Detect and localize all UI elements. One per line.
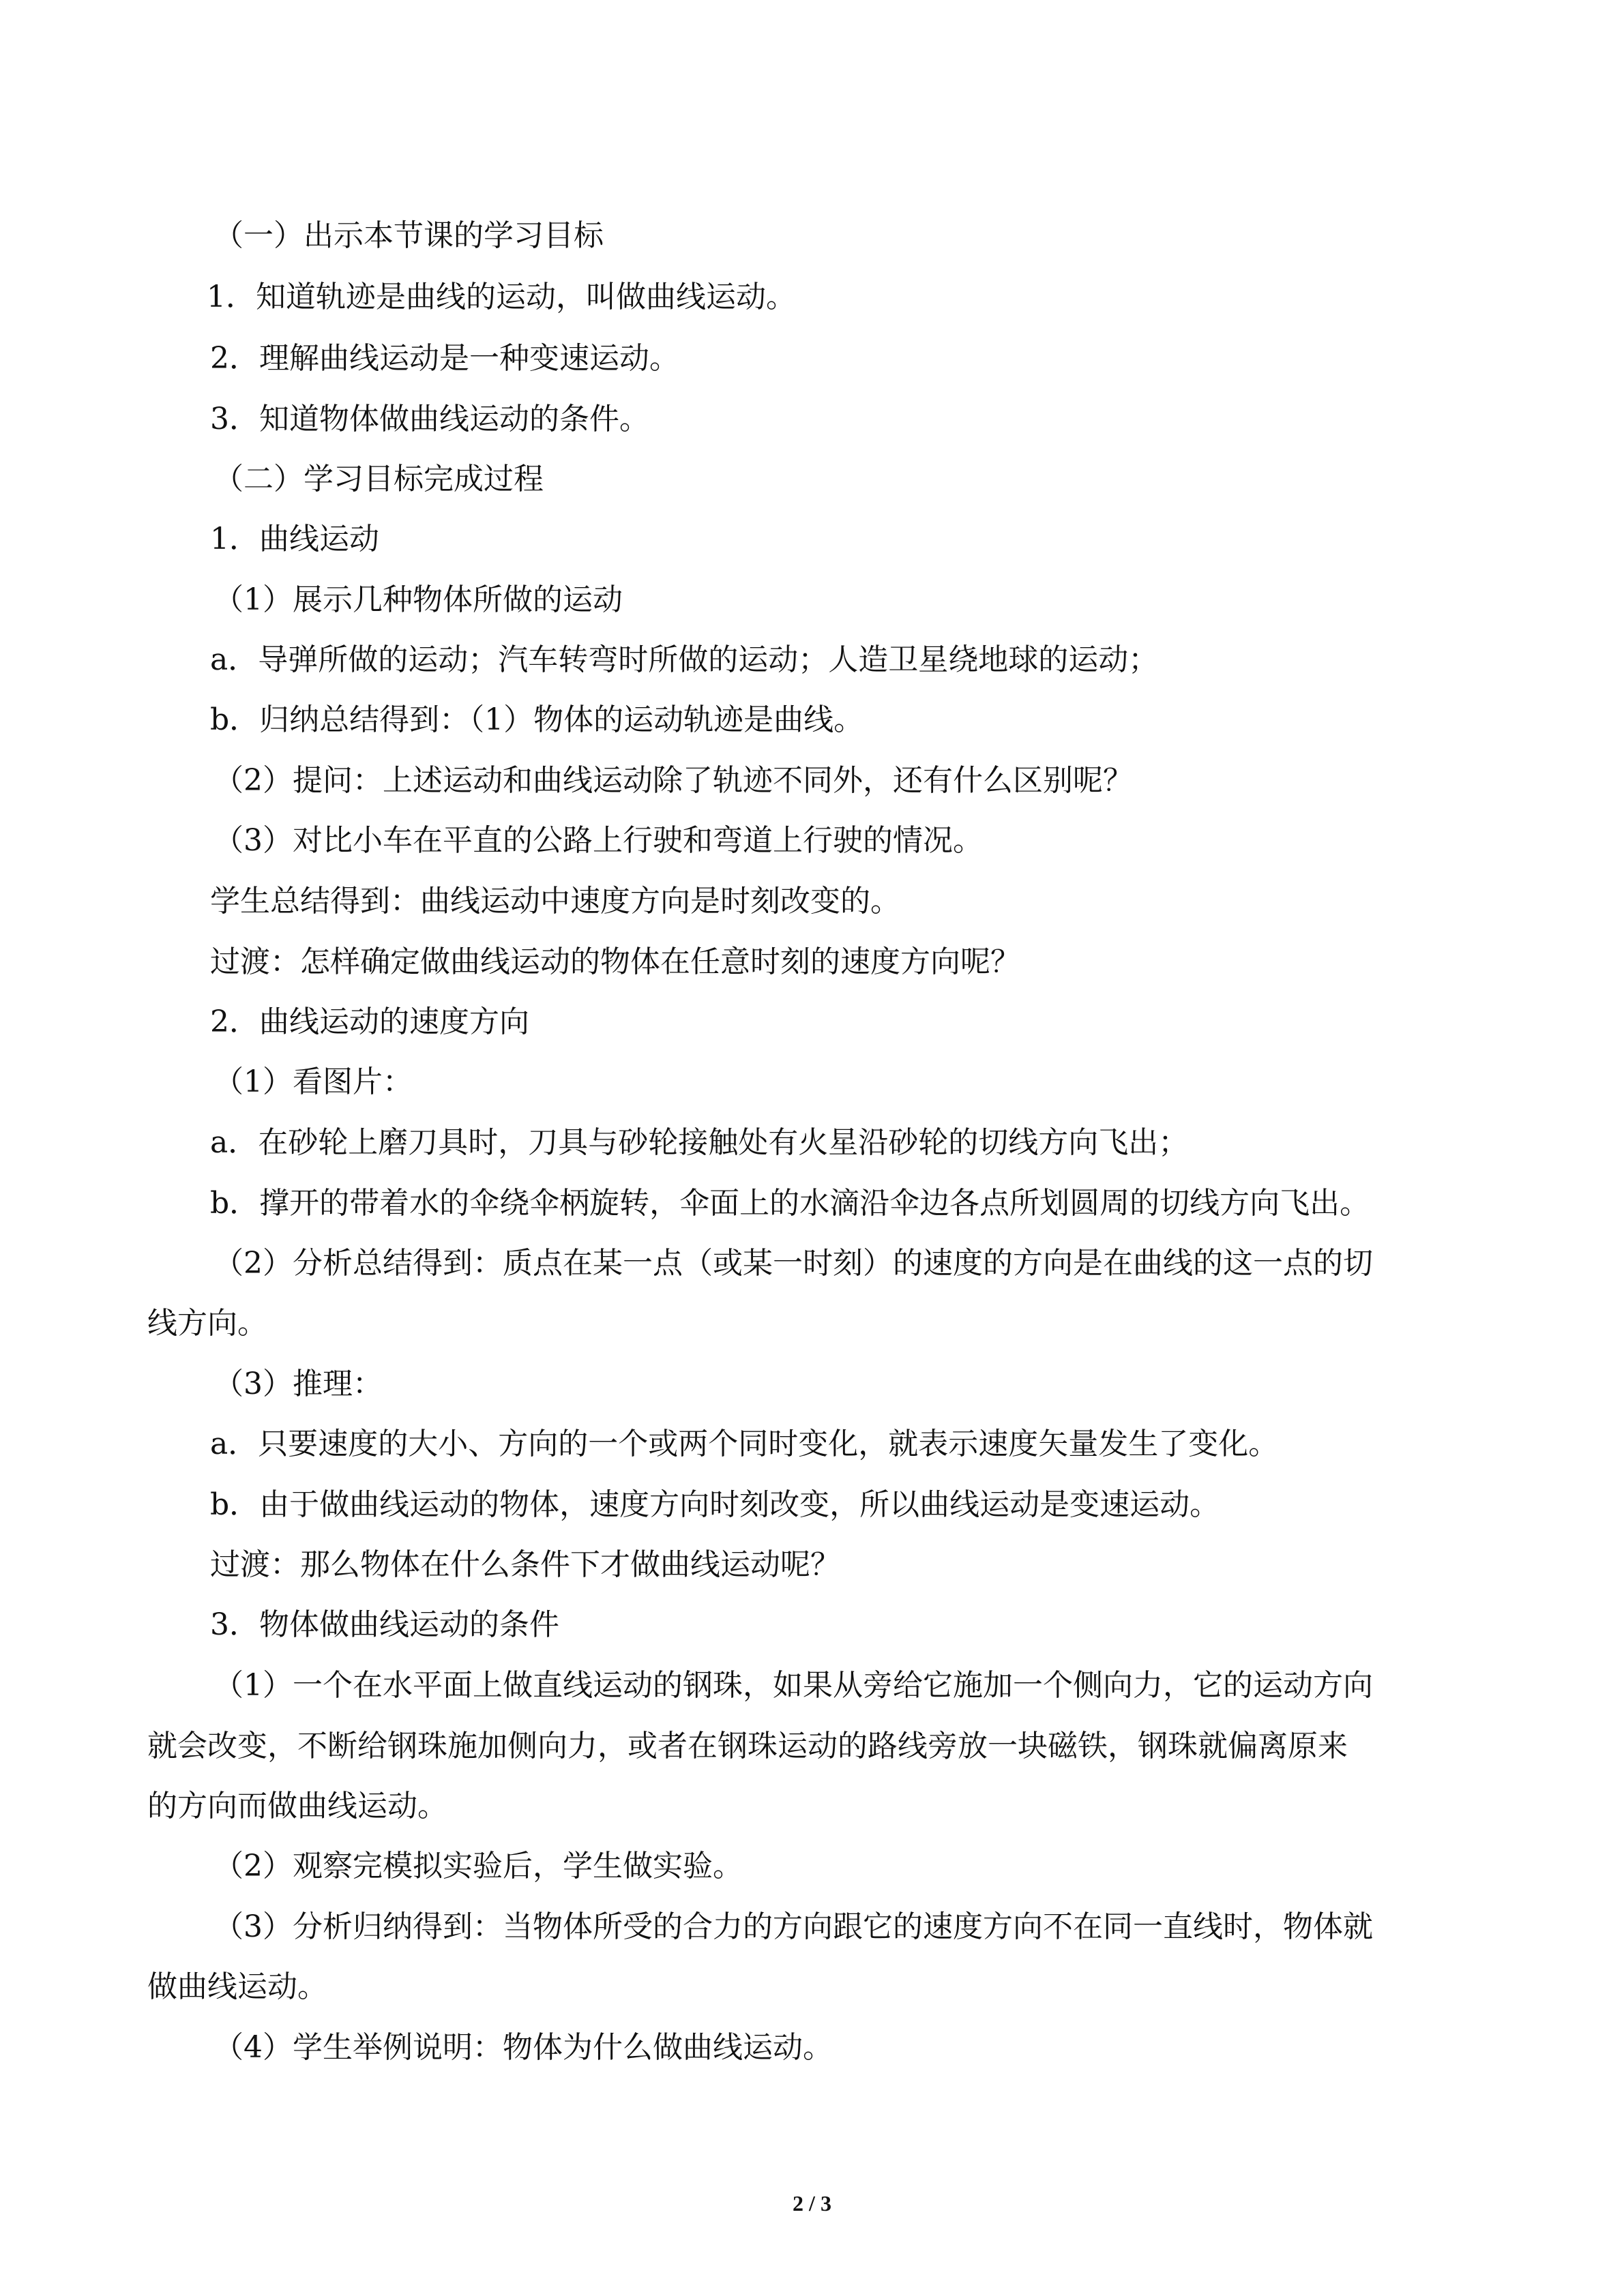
paragraph-line: 线方向。 bbox=[147, 1306, 267, 1341]
paragraph-line: b．撑开的带着水的伞绕伞柄旋转，伞面上的水滴沿伞边各点所划圆周的切线方向飞出。 bbox=[210, 1186, 1370, 1221]
paragraph-line: 2．曲线运动的速度方向 bbox=[210, 1004, 529, 1039]
paragraph-line: 过渡：那么物体在什么条件下才做曲线运动呢？ bbox=[210, 1547, 840, 1582]
paragraph-line: b．由于做曲线运动的物体，速度方向时刻改变，所以曲线运动是变速运动。 bbox=[210, 1487, 1220, 1522]
paragraph-line: 1．知道轨迹是曲线的运动，叫做曲线运动。 bbox=[207, 280, 796, 314]
paragraph-line: b．归纳总结得到：（1）物体的运动轨迹是曲线。 bbox=[210, 702, 864, 737]
section-heading: （一）出示本节课的学习目标 bbox=[213, 218, 604, 253]
paragraph-line: 过渡：怎样确定做曲线运动的物体在任意时刻的速度方向呢？ bbox=[210, 944, 1020, 979]
paragraph-line: （3）推理： bbox=[213, 1367, 383, 1401]
paragraph-line: a．只要速度的大小、方向的一个或两个同时变化，就表示速度矢量发生了变化。 bbox=[210, 1427, 1279, 1461]
paragraph-line: a．导弹所做的运动；汽车转弯时所做的运动；人造卫星绕地球的运动； bbox=[210, 642, 1159, 677]
paragraph-line: （3）对比小车在平直的公路上行驶和弯道上行驶的情况。 bbox=[213, 823, 983, 858]
paragraph-line: （1）展示几种物体所做的运动 bbox=[213, 582, 623, 617]
section-heading: （二）学习目标完成过程 bbox=[213, 462, 544, 496]
page-number: 2 / 3 bbox=[793, 2191, 831, 2216]
paragraph-line: 2．理解曲线运动是一种变速运动。 bbox=[210, 341, 679, 376]
paragraph-line: （4）学生举例说明：物体为什么做曲线运动。 bbox=[213, 2030, 833, 2065]
paragraph-line: （2）分析总结得到：质点在某一点（或某一时刻）的速度的方向是在曲线的这一点的切 bbox=[213, 1246, 1373, 1281]
paragraph-line: 的方向而做曲线运动。 bbox=[147, 1789, 447, 1823]
paragraph-line: 3．物体做曲线运动的条件 bbox=[210, 1607, 559, 1642]
paragraph-line: （1）看图片： bbox=[213, 1064, 413, 1099]
paragraph-line: （3）分析归纳得到：当物体所受的合力的方向跟它的速度方向不在同一直线时，物体就 bbox=[213, 1909, 1373, 1944]
paragraph-line: 3．知道物体做曲线运动的条件。 bbox=[210, 402, 649, 436]
paragraph-line: （1）一个在水平面上做直线运动的钢珠，如果从旁给它施加一个侧向力，它的运动方向 bbox=[213, 1668, 1373, 1703]
paragraph-line: 学生总结得到：曲线运动中速度方向是时刻改变的。 bbox=[210, 884, 900, 919]
paragraph-line: a．在砂轮上磨刀具时，刀具与砂轮接触处有火星沿砂轮的切线方向飞出； bbox=[210, 1125, 1189, 1160]
paragraph-line: 就会改变，不断给钢珠施加侧向力，或者在钢珠运动的路线旁放一块磁铁，钢珠就偏离原来 bbox=[147, 1729, 1348, 1763]
paragraph-line: （2）提问：上述运动和曲线运动除了轨迹不同外，还有什么区别呢？ bbox=[213, 763, 1133, 798]
paragraph-line: （2）观察完模拟实验后，学生做实验。 bbox=[213, 1849, 743, 1883]
paragraph-line: 1．曲线运动 bbox=[210, 522, 379, 556]
paragraph-line: 做曲线运动。 bbox=[147, 1969, 327, 2004]
